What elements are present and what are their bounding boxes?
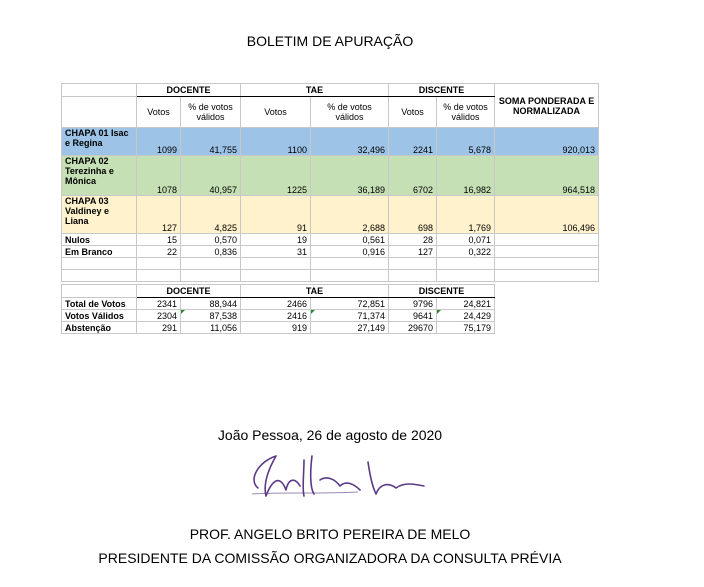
docente-pct: 40,957 (181, 156, 241, 196)
soma-value: 964,518 (495, 156, 599, 196)
chapa-name: CHAPA 02 Terezinha e Mônica (62, 156, 137, 196)
row-label: Abstenção (62, 322, 137, 334)
tae-votos: 2416 (241, 310, 311, 322)
discente-votos: 28 (389, 234, 437, 246)
group-header-row (62, 84, 599, 97)
docente-pct: 4,825 (181, 196, 241, 234)
tae-pct: 27,149 (311, 322, 389, 334)
discente-pct: 75,179 (437, 322, 495, 334)
summary-group-header-row (62, 285, 599, 298)
discente-pct: 24,821 (437, 298, 495, 310)
tae-votos: 2466 (241, 298, 311, 310)
discente-votos-header: Votos (389, 97, 437, 128)
discente-pct: 24,429 (437, 310, 495, 322)
docente-votos: 291 (137, 322, 181, 334)
tae-pct: 0,916 (311, 246, 389, 258)
discente-votos: 6702 (389, 156, 437, 196)
tae-votos: 19 (241, 234, 311, 246)
discente-pct: 1,769 (437, 196, 495, 234)
discente-votos: 29670 (389, 322, 437, 334)
discente-header: DISCENTE (389, 285, 495, 298)
total-votos-row (62, 298, 599, 310)
chapa-name: CHAPA 03 Valdiney e Liana (62, 196, 137, 234)
tae-pct-header: % de votos válidos (311, 97, 389, 128)
votos-validos-row (62, 310, 599, 322)
tae-votos: 919 (241, 322, 311, 334)
docente-header: DOCENTE (137, 285, 241, 298)
docente-votos: 15 (137, 234, 181, 246)
discente-header: DISCENTE (389, 84, 495, 97)
tae-votos: 31 (241, 246, 311, 258)
row-label: Nulos (62, 234, 137, 246)
row-label: Total de Votos (62, 298, 137, 310)
docente-votos: 1078 (137, 156, 181, 196)
tae-votos: 1100 (241, 128, 311, 156)
results-table (61, 83, 599, 282)
tae-pct: 36,189 (311, 156, 389, 196)
signer-name: PROF. ANGELO BRITO PEREIRA DE MELO (189, 526, 471, 542)
nulos-row (62, 234, 599, 246)
discente-pct: 5,678 (437, 128, 495, 156)
chapa-03-row (62, 196, 599, 234)
tae-pct: 0,561 (311, 234, 389, 246)
row-label: Em Branco (62, 246, 137, 258)
docente-votos: 127 (137, 196, 181, 234)
tae-pct: 72,851 (311, 298, 389, 310)
signature (238, 450, 438, 508)
docente-pct: 41,755 (181, 128, 241, 156)
discente-votos: 127 (389, 246, 437, 258)
document-date: João Pessoa, 26 de agosto de 2020 (217, 427, 443, 443)
tae-header: TAE (241, 285, 389, 298)
docente-pct-header: % de votos válidos (181, 97, 241, 128)
chapa-01-row (62, 128, 599, 156)
discente-votos: 9641 (389, 310, 437, 322)
docente-pct: 88,944 (181, 298, 241, 310)
empty-row (62, 258, 599, 270)
docente-header: DOCENTE (137, 84, 241, 97)
tae-pct: 71,374 (311, 310, 389, 322)
discente-pct: 0,071 (437, 234, 495, 246)
empty-row (62, 270, 599, 282)
tae-votos: 1225 (241, 156, 311, 196)
docente-pct: 0,836 (181, 246, 241, 258)
tae-pct: 2,688 (311, 196, 389, 234)
tae-votos-header: Votos (241, 97, 311, 128)
abstencao-row (62, 322, 599, 334)
discente-pct: 0,322 (437, 246, 495, 258)
discente-pct-header: % de votos válidos (437, 97, 495, 128)
discente-pct: 16,982 (437, 156, 495, 196)
chapa-name: CHAPA 01 Isac e Regina (62, 128, 137, 156)
docente-pct: 11,056 (181, 322, 241, 334)
chapa-02-row (62, 156, 599, 196)
em-branco-row (62, 246, 599, 258)
tae-votos: 91 (241, 196, 311, 234)
docente-pct: 87,538 (181, 310, 241, 322)
docente-votos: 1099 (137, 128, 181, 156)
document-title: BOLETIM DE APURAÇÃO (246, 33, 414, 49)
soma-value: 920,013 (495, 128, 599, 156)
docente-votos-header: Votos (137, 97, 181, 128)
discente-votos: 9796 (389, 298, 437, 310)
row-label: Votos Válidos (62, 310, 137, 322)
signer-role: PRESIDENTE DA COMISSÃO ORGANIZADORA DA CONSULTA PRÉVIA (98, 550, 562, 566)
docente-pct: 0,570 (181, 234, 241, 246)
summary-table (61, 284, 599, 334)
discente-votos: 698 (389, 196, 437, 234)
soma-value: 106,496 (495, 196, 599, 234)
docente-votos: 2304 (137, 310, 181, 322)
discente-votos: 2241 (389, 128, 437, 156)
tae-header: TAE (241, 84, 389, 97)
docente-votos: 22 (137, 246, 181, 258)
soma-header: SOMA PONDERADA E NORMALIZADA (495, 84, 599, 128)
docente-votos: 2341 (137, 298, 181, 310)
tae-pct: 32,496 (311, 128, 389, 156)
